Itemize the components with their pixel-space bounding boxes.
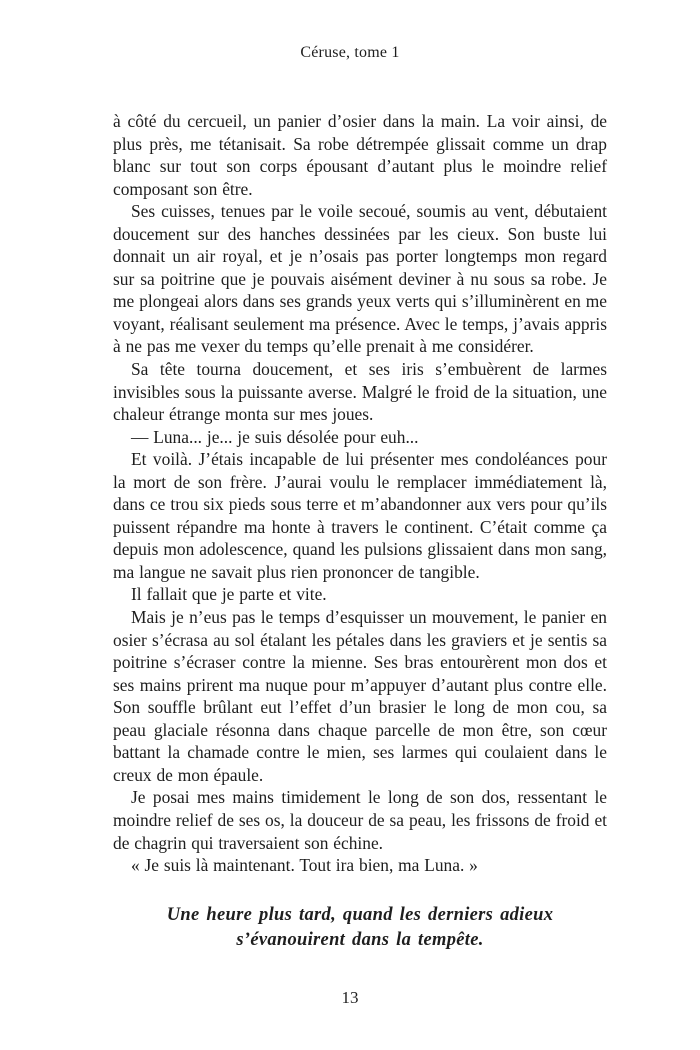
page-number: 13 — [341, 988, 359, 1007]
scene-break-line: Une heure plus tard, quand les derniers adieux — [166, 904, 554, 925]
running-header: Céruse, tome 1 — [300, 44, 400, 61]
paragraph: Je posai mes mains timidement le long de son dos, ressentant le moindre relief de ses os, la douceur de sa peau, les frissons de froid et de chagrin qui traversaient son échine. — [113, 787, 607, 853]
paragraph: Et voilà. J’étais incapable de lui présenter mes condoléances pour la mort de son frère. J’aurai voulu le remplacer immédiatement là, dans ce trou six pieds sous terre et m’abandonner aux vers pour qu’ils puissent répandre ma honte à travers le continent. C’était comme ça depuis mon adolescence, quand les pulsions glissaient dans mon sang, ma langue ne savait plus rien prononcer de tangible. — [113, 449, 607, 582]
scene-break-line: s’évanouirent dans la tempête. — [236, 930, 484, 951]
paragraph-dialogue: — Luna... je... je suis désolée pour euh... — [131, 426, 419, 447]
paragraph: Sa tête tourna doucement, et ses iris s’embuèrent de larmes invisibles sous la puissante averse. Malgré le froid de la situation, une chaleur étrange monta sur mes joues. — [113, 359, 607, 425]
paragraph: Il fallait que je parte et vite. — [131, 584, 327, 605]
paragraph: Ses cuisses, tenues par le voile secoué, soumis au vent, débutaient doucement sur des hanches dessinées par les cieux. Son buste lui donnait un air royal, et je n’osais pas porter longtemps mon regard sur sa poitrine que je pouvais aisément deviner à nu sous sa robe. Je me plongeai alors dans ses grands yeux verts qui s’illuminèrent en me voyant, réalisant seulement ma présence. Avec le temps, j’avais appris à ne pas me vexer du temps qu’elle prenait à me considérer. — [113, 201, 607, 357]
text-block — [113, 110, 607, 954]
scene-break — [113, 903, 607, 954]
paragraph: Mais je n’eus pas le temps d’esquisser un mouvement, le panier en osier s’écrasa au sol étalant les pétales dans les graviers et je sentis sa poitrine s’écraser contre la mienne. Ses bras entourèrent mon dos et ses mains prirent ma nuque pour m’appuyer d’autant plus contre elle. Son souffle brûlant eut l’effet d’un brasier le long de mon cou, sa peau glaciale résonna dans chaque parcelle de mon être, son cœur battant la chamade contre le mien, ses larmes qui coulaient dans le creux de mon épaule. — [113, 607, 607, 785]
paragraph: à côté du cercueil, un panier d’osier dans la main. La voir ainsi, de plus près, me tétanisait. Sa robe détrempée glissait comme un drap blanc sur tout son corps épousant d’autant plus le moindre relief composant son être. — [113, 111, 607, 199]
paragraph-quote: « Je suis là maintenant. Tout ira bien, ma Luna. » — [131, 855, 478, 876]
